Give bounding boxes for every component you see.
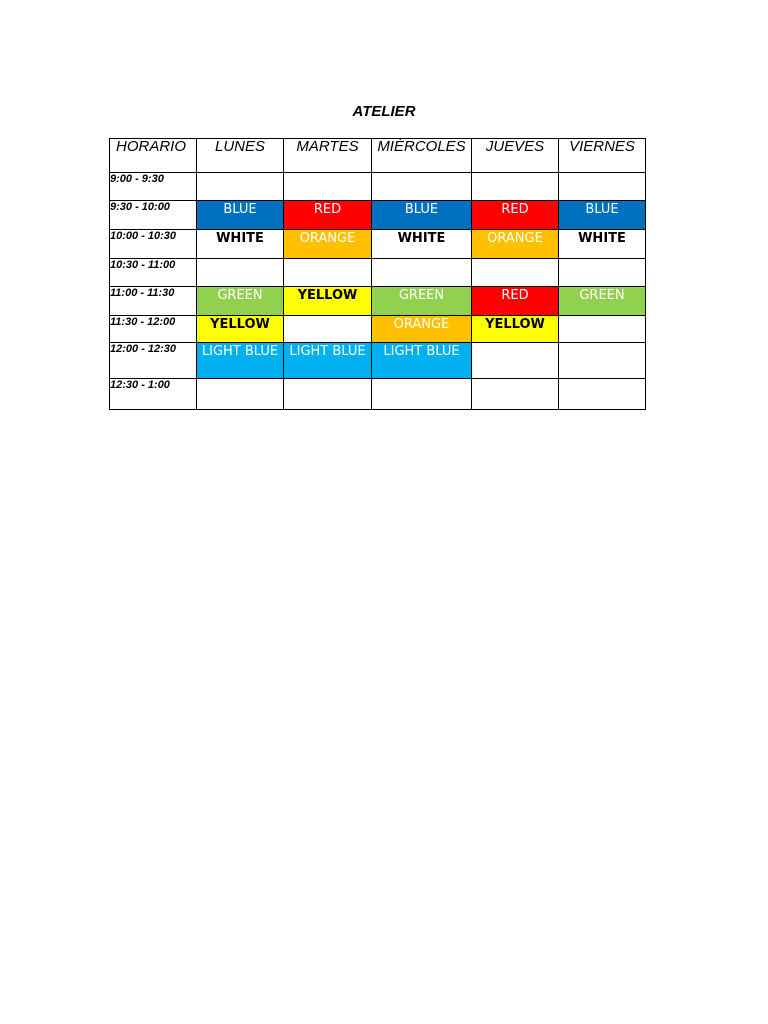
document-title: ATELIER [352,103,416,120]
cell-viernes [559,379,646,410]
cell-jueves: ORANGE [472,230,559,259]
schedule-body [110,173,646,410]
cell-martes: YELLOW [284,287,372,316]
cell-viernes: WHITE [559,230,646,259]
table-row [110,201,646,230]
cell-lunes [197,173,284,201]
cell-miercoles [372,259,472,287]
cell-martes: ORANGE [284,230,372,259]
cell-lunes: BLUE [197,201,284,230]
cell-jueves [472,259,559,287]
cell-martes: RED [284,201,372,230]
cell-jueves [472,343,559,379]
cell-lunes: GREEN [197,287,284,316]
cell-jueves: YELLOW [472,316,559,343]
header-horario: HORARIO [110,139,197,173]
time-slot: 10:00 - 10:30 [110,230,197,259]
header-viernes: VIERNES [559,139,646,173]
cell-viernes: GREEN [559,287,646,316]
cell-martes: LIGHT BLUE [284,343,372,379]
schedule-table [109,138,646,410]
cell-viernes [559,343,646,379]
cell-lunes: WHITE [197,230,284,259]
time-slot: 9:00 - 9:30 [110,173,197,201]
cell-lunes [197,379,284,410]
cell-viernes [559,173,646,201]
cell-lunes [197,259,284,287]
time-slot: 9:30 - 10:00 [110,201,197,230]
table-row [110,259,646,287]
cell-miercoles: WHITE [372,230,472,259]
cell-jueves: RED [472,287,559,316]
cell-miercoles: ORANGE [372,316,472,343]
table-row [110,173,646,201]
time-slot: 12:00 - 12:30 [110,343,197,379]
cell-viernes [559,259,646,287]
cell-martes [284,259,372,287]
time-slot: 11:30 - 12:00 [110,316,197,343]
cell-miercoles: LIGHT BLUE [372,343,472,379]
cell-lunes: LIGHT BLUE [197,343,284,379]
cell-jueves: RED [472,201,559,230]
cell-miercoles: GREEN [372,287,472,316]
cell-lunes: YELLOW [197,316,284,343]
header-jueves: JUEVES [472,139,559,173]
cell-miercoles: BLUE [372,201,472,230]
table-row [110,379,646,410]
table-row [110,230,646,259]
cell-viernes [559,316,646,343]
cell-martes [284,173,372,201]
header-row [110,139,646,173]
header-miercoles: MIÉRCOLES [372,139,472,173]
header-lunes: LUNES [197,139,284,173]
cell-martes [284,379,372,410]
cell-jueves [472,379,559,410]
table-row [110,343,646,379]
cell-miercoles [372,173,472,201]
header-martes: MARTES [284,139,372,173]
cell-viernes: BLUE [559,201,646,230]
time-slot: 12:30 - 1:00 [110,379,197,410]
table-row [110,316,646,343]
time-slot: 11:00 - 11:30 [110,287,197,316]
table-row [110,287,646,316]
cell-martes [284,316,372,343]
cell-miercoles [372,379,472,410]
cell-jueves [472,173,559,201]
time-slot: 10:30 - 11:00 [110,259,197,287]
